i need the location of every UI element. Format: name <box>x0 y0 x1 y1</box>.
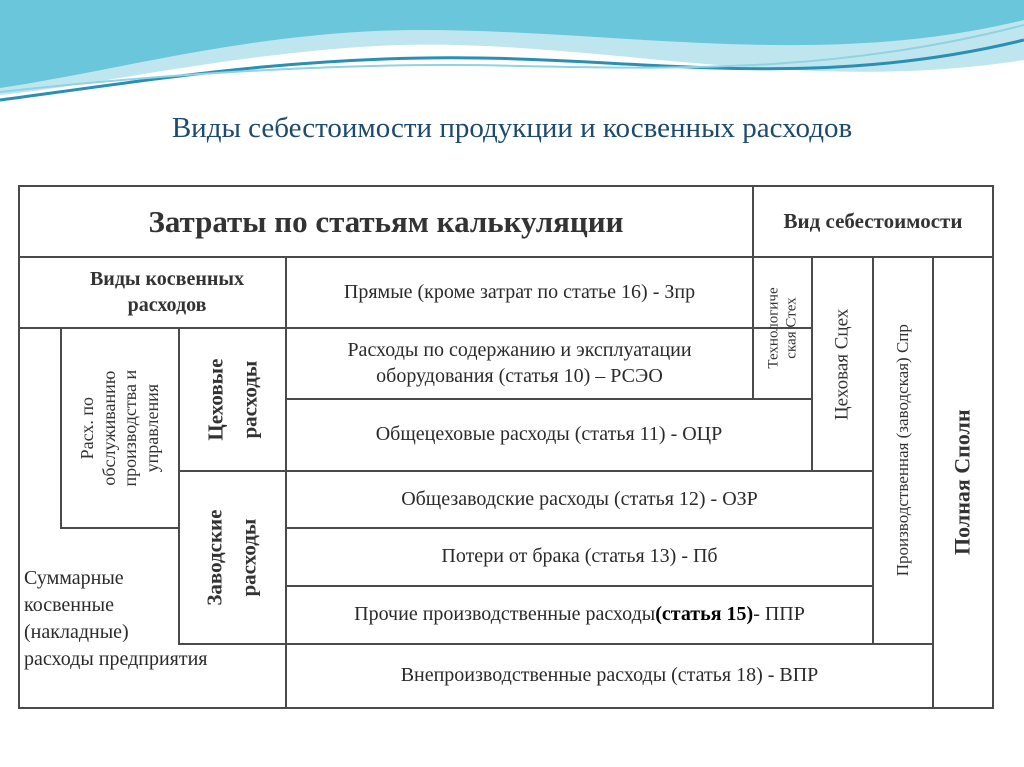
slide-title: Виды себестоимости продукции и косвенных расходов <box>171 112 853 144</box>
decorative-wave-header <box>0 0 1024 110</box>
header-costs-by-item: Затраты по статьям калькуляции <box>148 203 624 239</box>
service-management-expenses: Расх. по обслуживанию производства и управления <box>76 369 162 487</box>
row-general-factory-costs: Общезаводские расходы (статья 12) - ОЗР <box>401 487 758 510</box>
indirect-expenses-types: Виды косвенных расходов <box>89 267 245 316</box>
row-non-production-costs: Внепроизводственные расходы (статья 18) - ВПР <box>400 664 819 687</box>
row-other-production-costs: Прочие производственные расходы (статья 15) - ППР <box>354 603 805 626</box>
header-cost-type: Вид себестоимости <box>783 209 963 234</box>
row-direct-costs: Прямые (кроме затрат по статье 16) - Зпр <box>343 280 696 303</box>
row-defect-losses: Потери от брака (статья 13) - Пб <box>441 545 718 568</box>
shop-expenses: Цеховые расходы <box>202 358 261 441</box>
shop-cost: Цеховая Сцех <box>831 308 853 420</box>
row-equipment-costs: Расходы по содержанию и эксплуатации оборудования (статья 10) – РСЭО <box>347 338 692 387</box>
full-cost: Полная Сполн <box>949 409 975 556</box>
row-general-shop-costs: Общецеховые расходы (статья 11) - ОЦР <box>375 423 723 446</box>
summary-indirect-costs: Суммарные косвенные (накладные) расходы предприятия <box>24 567 208 670</box>
factory-expenses: Заводские расходы <box>202 509 261 606</box>
technological-cost: Технологиче ская Стех <box>765 287 800 369</box>
production-cost: Производственная (заводская) Спр <box>892 324 912 577</box>
